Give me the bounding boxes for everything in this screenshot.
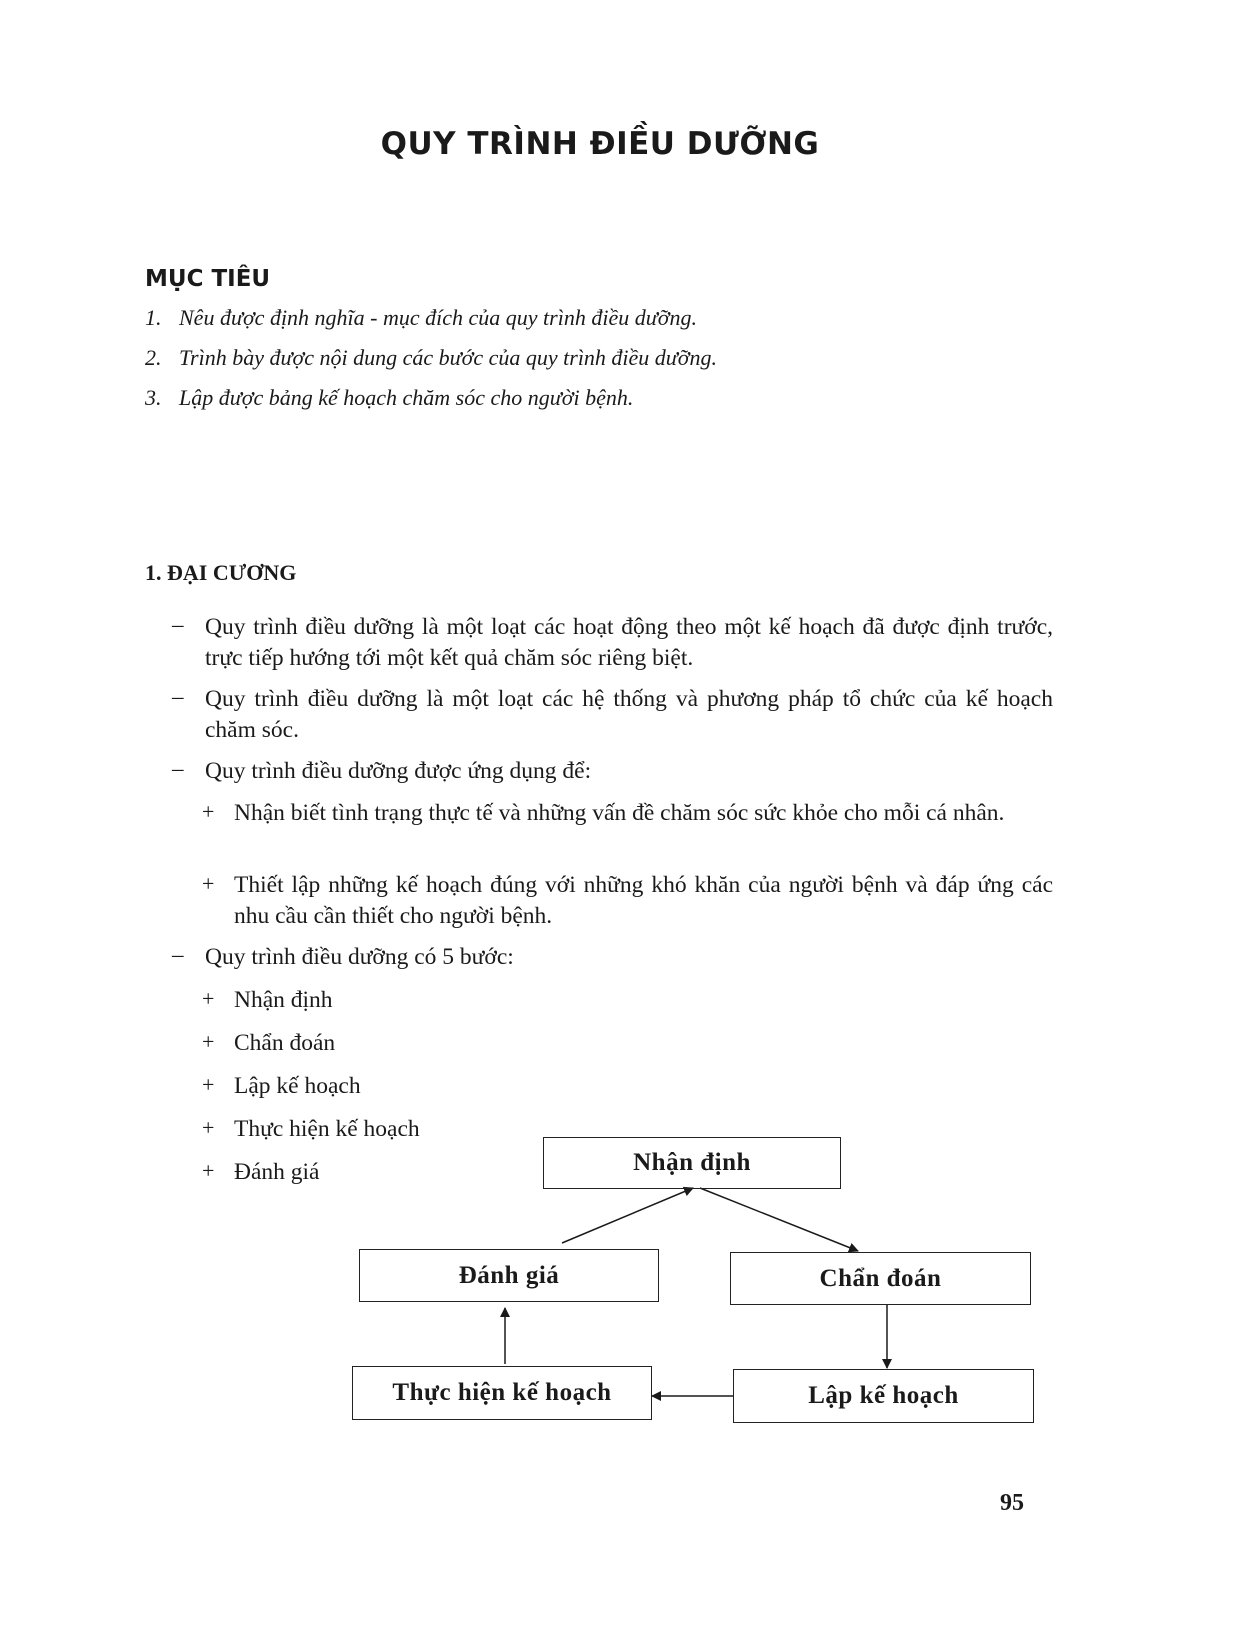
- objective-text: Lập được bảng kế hoạch chăm sóc cho người bệnh.: [179, 385, 634, 410]
- arrow-nhan-dinh-to-chan-doan: [700, 1188, 858, 1251]
- bullet-paragraph: Quy trình điều dưỡng là một loạt các hệ thống và phương pháp tổ chức của kế hoạch chăm sóc.: [205, 686, 1053, 743]
- bullet-plus: +: [202, 871, 215, 896]
- objective-text: Trình bày được nội dung các bước của quy trình điều dưỡng.: [179, 345, 718, 370]
- bullet-plus: +: [202, 1029, 215, 1054]
- section-heading: 1. ĐẠI CƯƠNG: [145, 560, 297, 585]
- bullet-plus: +: [202, 1158, 215, 1183]
- page-title: QUY TRÌNH ĐIỀU DƯỠNG: [380, 126, 820, 162]
- step-item: Đánh giá: [234, 1159, 320, 1185]
- step-item: Nhận định: [234, 987, 333, 1013]
- bullet-plus: +: [202, 799, 215, 824]
- box-lap-ke-hoach: Lập kế hoạch: [733, 1369, 1034, 1423]
- bullet-plus: +: [202, 1072, 215, 1097]
- bullet-paragraph: Quy trình điều dưỡng được ứng dụng để:: [205, 758, 592, 784]
- step-item: Lập kế hoạch: [234, 1073, 361, 1099]
- objectives-heading: MỤC TIÊU: [145, 266, 271, 292]
- step-item: Chẩn đoán: [234, 1030, 336, 1056]
- objective-text: Nêu được định nghĩa - mục đích của quy trình điều dưỡng.: [179, 305, 697, 330]
- arrow-danh-gia-to-nhan-dinh: [562, 1188, 693, 1243]
- objective-number: 1.: [145, 305, 162, 330]
- step-item: Thực hiện kế hoạch: [234, 1116, 420, 1142]
- box-danh-gia: Đánh giá: [359, 1249, 659, 1302]
- bullet-plus: +: [202, 986, 215, 1011]
- bullet-paragraph: Quy trình điều dưỡng là một loạt các hoạt động theo một kế hoạch đã được định trước, trực tiếp hướng tới một kết quả chăm sóc riêng biệt.: [205, 614, 1053, 671]
- box-chan-doan: Chẩn đoán: [730, 1252, 1031, 1305]
- sub-bullet-paragraph: Thiết lập những kế hoạch đúng với những khó khăn của người bệnh và đáp ứng các nhu cầu cần thiết cho người bệnh.: [234, 872, 1053, 929]
- bullet-plus: +: [202, 1115, 215, 1140]
- sub-bullet-paragraph: Nhận biết tình trạng thực tế và những vấn đề chăm sóc sức khỏe cho mỗi cá nhân.: [234, 800, 1005, 826]
- box-nhan-dinh: Nhận định: [543, 1137, 841, 1189]
- box-thuc-hien-ke-hoach: Thực hiện kế hoạch: [352, 1366, 652, 1420]
- bullet-dash: –: [172, 684, 184, 709]
- objective-number: 3.: [145, 385, 162, 410]
- page-number: 95: [1000, 1490, 1024, 1516]
- bullet-dash: –: [172, 756, 184, 781]
- bullet-dash: –: [172, 612, 184, 637]
- bullet-dash: –: [172, 942, 184, 967]
- objective-number: 2.: [145, 345, 162, 370]
- bullet-paragraph: Quy trình điều dưỡng có 5 bước:: [205, 944, 514, 970]
